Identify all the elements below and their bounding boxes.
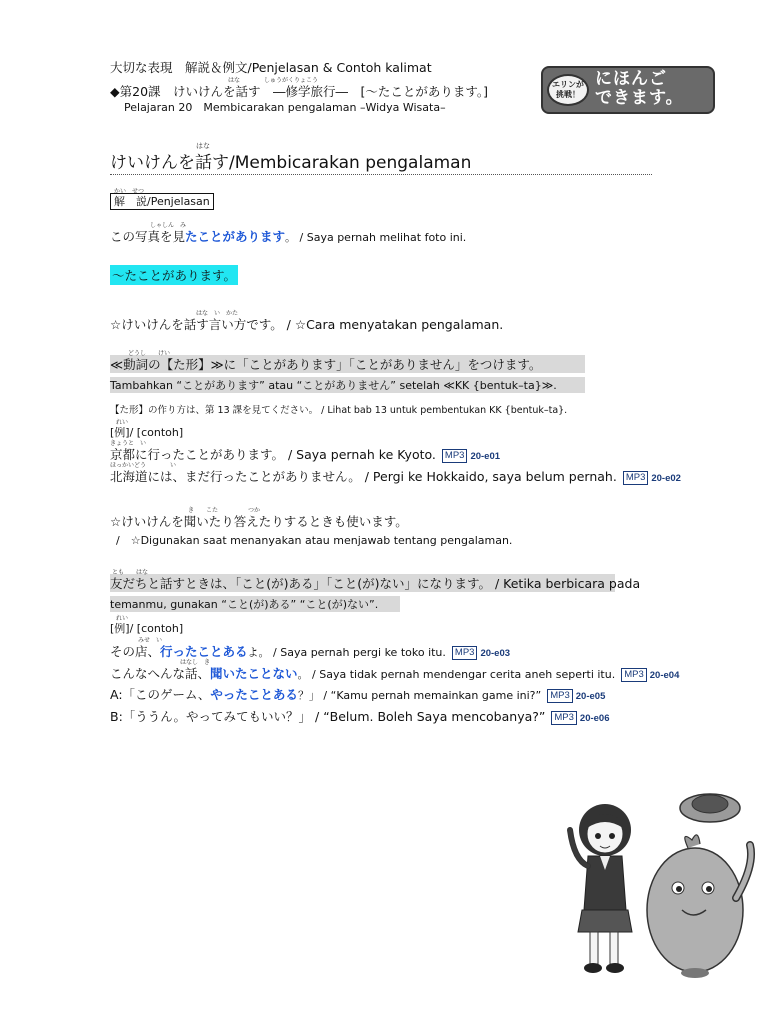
example-2-1-highlight: 行ったことある (160, 644, 248, 659)
example-2-2 (110, 659, 680, 682)
example-ruby-2: れい (116, 615, 129, 622)
example-1-2-text: 北海道には、まだ行ったことがありません。 / Pergi ke Hokkaido, saya belum pernah. (110, 469, 617, 484)
header-line-1: 大切な表現 解説＆例文/Penjelasan & Contoh kalimat (110, 60, 432, 75)
intro-highlight: たことがあります (185, 229, 286, 244)
example-2-2-highlight: 聞いたことない (210, 666, 298, 681)
explain-label-wrap (110, 188, 214, 209)
logo-text-bottom: できます。 (595, 88, 684, 108)
header-ruby: はな しゅうがくりょこう (228, 77, 319, 84)
mp3-audio-button[interactable]: MP3 (621, 668, 647, 682)
explain-ruby: かい せつ (114, 188, 145, 195)
logo-text (595, 70, 684, 108)
audio-code: 20-e02 (651, 473, 681, 484)
nihongo-dekimasu-logo (541, 66, 715, 114)
example-2-2-ruby: はなし き (180, 659, 211, 666)
example-1-1-ruby: きょうと い (110, 440, 147, 447)
point-2-id: / ☆Digunakan saat menanyakan atau menjawab tentang pengalaman. (116, 534, 513, 547)
audio-code: 20-e06 (579, 713, 610, 724)
mp3-audio-button[interactable]: MP3 (452, 646, 478, 660)
rule-2-id: temanmu, gunakan “こと(が)ある” “こと(が)ない”. (110, 596, 400, 612)
section-title-ruby: はな (196, 142, 210, 150)
example-label-2-text: [例]/ [contoh] (110, 622, 184, 635)
rule-1-ruby: どうし けい (128, 350, 171, 357)
section-title-text: けいけんを話す/Membicarakan pengalaman (110, 153, 472, 173)
header-line-2 (110, 77, 489, 100)
rule-1-id: Tambahkan “ことがあります” atau “ことがありません” setelah ≪KK {bentuk–ta}≫. (110, 377, 585, 393)
example-2-3-highlight: やったことある (210, 687, 298, 702)
example-2-1-post: よ。 / Saya pernah pergi ke toko itu. (247, 646, 446, 659)
point-1-text: ☆けいけんを話す言い方です。 / ☆Cara menyatakan pengalaman. (110, 317, 504, 332)
example-2-1-pre: その店、 (110, 644, 161, 659)
example-1-2-ruby: ほっかいどう い (110, 462, 177, 469)
mp3-audio-button[interactable]: MP3 (551, 711, 577, 725)
example-label-1-text: [例]/ [contoh] (110, 426, 184, 439)
rule-1-jp (110, 350, 585, 373)
example-2-4 (110, 707, 610, 725)
section-title (110, 142, 652, 175)
mp3-audio-button[interactable]: MP3 (547, 689, 573, 703)
point-1-ruby: はな い かた (196, 310, 239, 317)
rule-1-jp-text: ≪動詞の【た形】≫に「ことがあります」「ことがありません」をつけます。 (110, 357, 542, 372)
mp3-audio-button[interactable]: MP3 (442, 449, 468, 463)
example-2-1-ruby: みせ い (138, 637, 163, 644)
example-2-2-pre: こんなへんな話、 (110, 666, 211, 681)
example-2-3-post: ？」 / “Kamu pernah memainkan game ini?” (297, 689, 542, 702)
header-line-3: Pelajaran 20 Membicarakan pengalaman –Widya Wisata– (124, 101, 446, 114)
lesson-title: ◆第20課 けいけんを話す ―修学旅行― [～たことがあります。] (110, 84, 489, 99)
intro-ruby: しゃしん み (150, 222, 187, 229)
point-2-ruby: き こた つか (188, 507, 261, 514)
erin-and-mascot-illustration (560, 770, 760, 980)
audio-code: 20-e03 (480, 648, 511, 659)
example-2-2-post: 。 / Saya tidak pernah mendengar cerita aneh seperti itu. (297, 668, 616, 681)
grammar-pattern: ～たことがあります。 (110, 265, 238, 285)
audio-code: 20-e05 (575, 691, 606, 702)
rule-1-note: 【た形】の作り方は、第 13 課を見てください。 / Lihat bab 13 untuk pembentukan KK {bentuk–ta}. (110, 405, 568, 416)
example-1-2 (110, 462, 681, 485)
example-2-1 (110, 637, 511, 660)
intro-sentence (110, 222, 467, 245)
explain-label: 解 説/Penjelasan (110, 193, 214, 210)
erin-challenge-badge: エリンが挑戦！ (547, 74, 589, 106)
example-1-1-text: 京都に行ったことがあります。 / Saya pernah ke Kyoto. (110, 447, 436, 462)
audio-code: 20-e01 (470, 451, 501, 462)
example-2-3-pre: A:「このゲーム、 (110, 687, 211, 702)
audio-code: 20-e04 (649, 670, 680, 681)
mp3-audio-button[interactable]: MP3 (623, 471, 649, 485)
point-2 (110, 507, 408, 530)
rule-2-jp (110, 569, 641, 592)
point-2-text: ☆けいけんを聞いたり答えたりするときも使います。 (110, 514, 408, 529)
rule-2-jp-text: 友だちと話すときは、「こと(が)ある」「こと(が)ない」になります。 / Ketika berbicara pada (110, 576, 641, 591)
example-ruby-1: れい (116, 419, 129, 426)
intro-post: 。 / Saya pernah melihat foto ini. (285, 231, 467, 244)
rule-2-ruby: とも はな (112, 569, 149, 576)
intro-pre: この写真を見 (110, 229, 186, 244)
example-2-3 (110, 685, 605, 703)
logo-text-top: にほんご (595, 69, 667, 89)
example-2-4-text: B:「ううん。やってみてもいい？」 / “Belum. Boleh Saya mencobanya?” (110, 709, 546, 724)
point-1 (110, 310, 504, 333)
example-label-2 (110, 615, 184, 636)
